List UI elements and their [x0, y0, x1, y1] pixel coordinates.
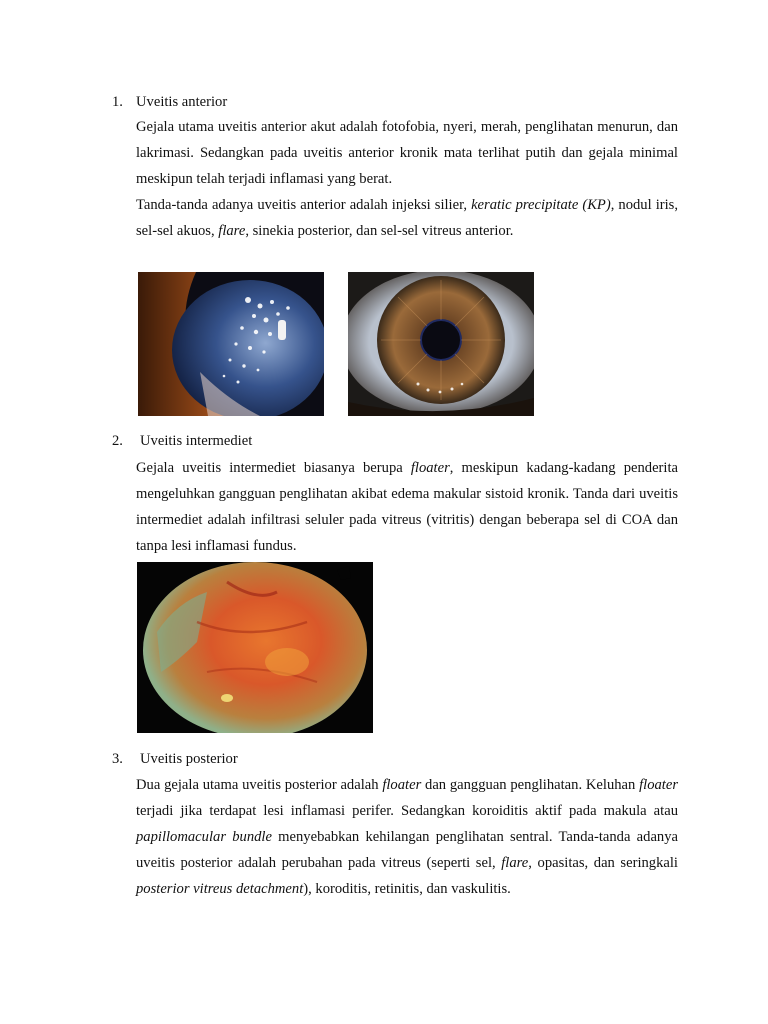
text-run: , meskipun kadang-kadang penderita mengeluhkan gangguan penglihatan akibat edema makular sistoid kronik. Tanda dari uveitis intermediet adalah infiltrasi seluler pada vitreus (vitritis) dengan beberapa sel di COA dan tanpa lesi inflamasi fundus. — [136, 460, 678, 554]
italic-term: floater — [382, 777, 422, 793]
paragraph — [136, 772, 678, 902]
text-run: , nodul iris, sel-sel akuos, — [136, 197, 678, 239]
paragraph — [136, 455, 678, 559]
text-run: , sinekia posterior, dan sel-sel vitreus anterior. — [245, 223, 514, 239]
italic-term: keratic precipitate (KP) — [471, 197, 611, 213]
section-number: 2. — [112, 433, 123, 449]
paragraph — [136, 114, 678, 192]
section-number: 1. — [112, 94, 123, 110]
italic-term: flare — [218, 223, 246, 239]
text-run: menyebabkan kehilangan penglihatan sentral. Tanda-tanda adanya uveitis posterior adalah perubahan pada vitreus (seperti sel, — [136, 829, 678, 871]
section-number: 3. — [112, 751, 123, 767]
italic-term: papillomacular bundle — [136, 829, 272, 845]
italic-term: posterior vitreus detachment — [136, 881, 304, 897]
text-run: , opasitas, dan seringkali — [528, 855, 678, 871]
fundus-photo — [137, 562, 373, 733]
keratic-precipitate-photo — [138, 272, 324, 416]
italic-term: flare — [501, 855, 529, 871]
text-run: Dua gejala utama uveitis posterior adalah — [136, 777, 383, 793]
text-run: ), koroditis, retinitis, dan vaskulitis. — [303, 881, 511, 897]
section-title: Uveitis intermediet — [140, 433, 253, 449]
iris-photo — [348, 272, 534, 416]
text-run: Tanda-tanda adanya uveitis anterior adalah injeksi silier, — [136, 197, 472, 213]
italic-term: floater — [639, 777, 679, 793]
text-run: Gejala uveitis intermediet biasanya berupa — [136, 460, 411, 476]
italic-term: floater — [410, 460, 450, 476]
paragraph — [136, 192, 678, 244]
section-title: Uveitis posterior — [140, 751, 238, 767]
text-run: dan gangguan penglihatan. Keluhan — [421, 777, 640, 793]
section-title: Uveitis anterior — [136, 94, 228, 110]
text-run: Gejala utama uveitis anterior akut adalah fotofobia, nyeri, merah, penglihatan menurun, dan lakrimasi. Sedangkan pada uveitis anterior kronik mata terlihat putih dan gejala minimal meskipun telah terjadi inflamasi yang berat. — [136, 119, 678, 187]
text-run: terjadi jika terdapat lesi inflamasi perifer. Sedangkan koroiditis aktif pada makula atau — [136, 803, 678, 819]
